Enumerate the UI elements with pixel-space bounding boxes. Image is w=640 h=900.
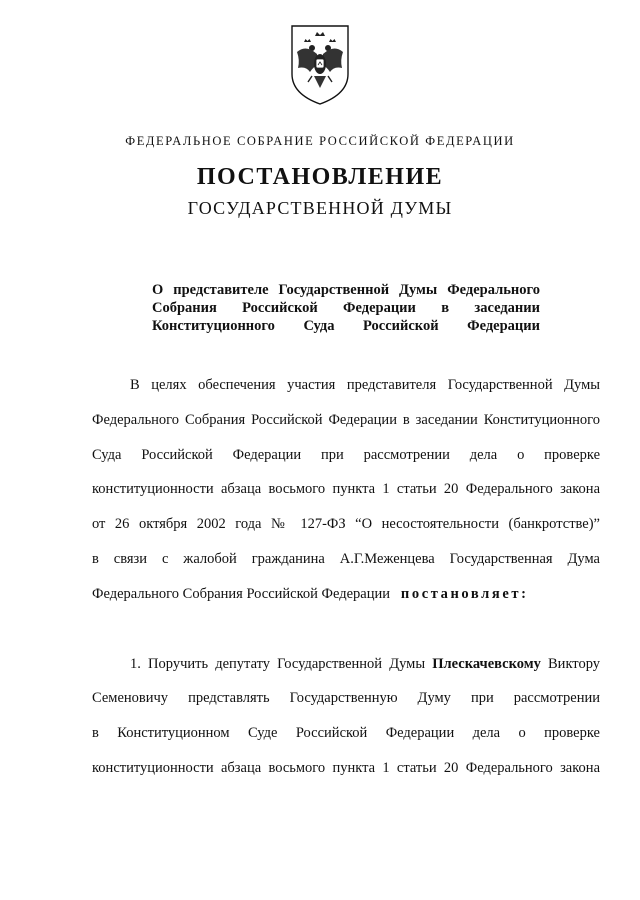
coat-of-arms-icon [288, 22, 352, 108]
text-segment: Виктору [548, 655, 601, 672]
subject-line: Собрания Российской Федерации в заседании [152, 300, 540, 316]
document-subject [152, 281, 540, 335]
deputy-surname: Плескачевскому [432, 655, 541, 672]
text-line [92, 577, 600, 612]
text-line: В целях обеспечения участия представителя Государственной Думы [130, 377, 600, 393]
subject-line: Конституционного Суда Российской Федерации [152, 318, 540, 334]
text-segment: Федерального Собрания Российской Федерации [92, 585, 391, 602]
text-line: Семеновичу представлять Государственную Думу при рассмотрении [92, 690, 600, 707]
text-segment: 1. Поручить депутату Государственной Думы [130, 655, 426, 672]
text-line: Суда Российской Федерации при рассмотрении дела о проверке [92, 446, 600, 463]
document-body [92, 368, 600, 786]
text-line: конституционности абзаца восьмого пункта 1 статьи 20 Федерального закона [92, 481, 600, 498]
paragraph-gap [92, 612, 600, 647]
assembly-title: ФЕДЕРАЛЬНОЕ СОБРАНИЕ РОССИЙСКОЙ ФЕДЕРАЦИИ [125, 134, 515, 148]
subject-line: О представителе Государственной Думы Федерального [152, 282, 540, 298]
text-line: в связи с жалобой гражданина А.Г.Меженцева Государственная Дума [92, 550, 600, 567]
text-line: от 26 октября 2002 года № 127-ФЗ “О несостоятельности (банкротстве)” [92, 516, 600, 533]
text-line: конституционности абзаца восьмого пункта 1 статьи 20 Федерального закона [92, 759, 600, 776]
text-line: Федерального Собрания Российской Федерации в заседании Конституционного [92, 411, 600, 428]
preamble-paragraph [92, 368, 600, 612]
item-1-paragraph [92, 647, 600, 786]
document-type-title: ПОСТАНОВЛЕНИЕ [196, 164, 444, 190]
text-line: в Конституционном Суде Российской Федерации дела о проверке [92, 725, 600, 742]
text-line [92, 647, 600, 682]
issuer-title: ГОСУДАРСТВЕННОЙ ДУМЫ [187, 198, 453, 218]
decree-word: постановляет: [400, 585, 529, 602]
